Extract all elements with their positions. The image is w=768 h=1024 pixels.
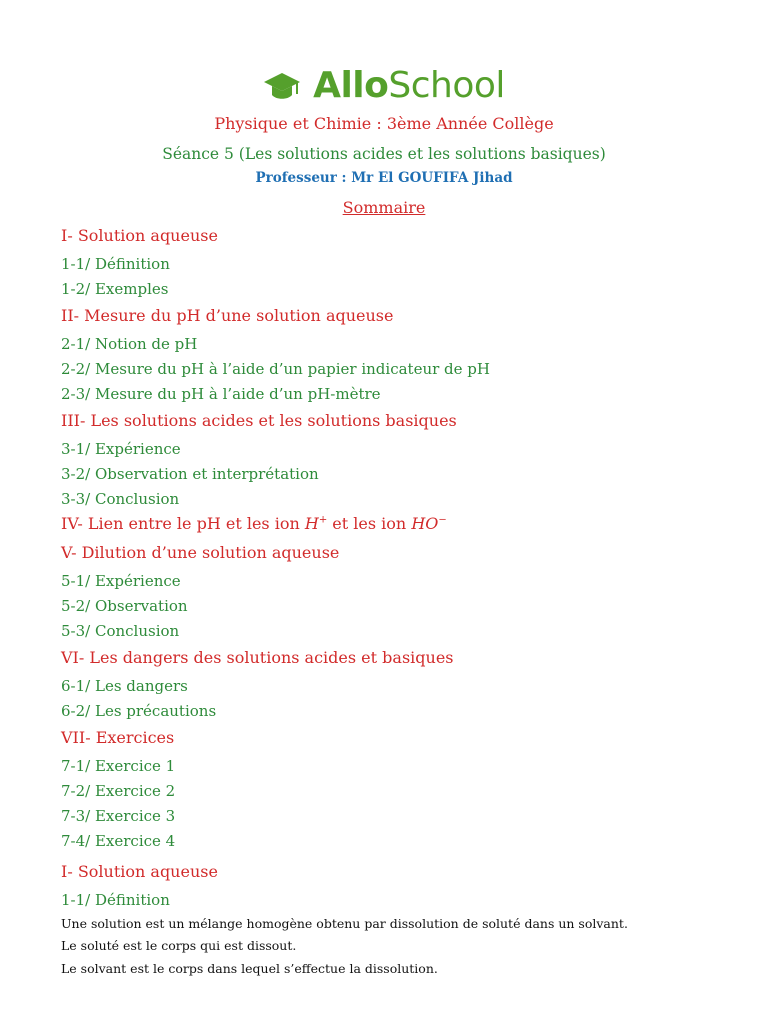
toc-item: V- Dilution d’une solution aqueuse: [61, 543, 340, 562]
subsection-heading: 1-1/ Définition: [61, 891, 170, 909]
toc-item: 5-3/ Conclusion: [61, 622, 180, 640]
toc-item: 5-2/ Observation: [61, 597, 188, 615]
toc-item: IV- Lien entre le pH et les ion H+ et les ion HO−: [61, 514, 447, 533]
logo-wordmark: AlloSchool: [313, 65, 505, 106]
professor-name: Professeur : Mr El GOUFIFA Jihad: [255, 170, 513, 186]
toc-item: 6-1/ Les dangers: [61, 677, 188, 695]
toc-item: 6-2/ Les précautions: [61, 702, 217, 720]
toc-item: 7-3/ Exercice 3: [61, 807, 176, 825]
toc-item: VI- Les dangers des solutions acides et basiques: [61, 648, 454, 667]
toc-item: 3-1/ Expérience: [61, 440, 181, 458]
toc-item: 2-3/ Mesure du pH à l’aide d’un pH-mètre: [61, 385, 381, 403]
toc-item: 2-1/ Notion de pH: [61, 335, 198, 353]
toc-item: 2-2/ Mesure du pH à l’aide d’un papier indicateur de pH: [61, 360, 490, 378]
toc-item: III- Les solutions acides et les solutions basiques: [61, 411, 457, 430]
toc-item: 5-1/ Expérience: [61, 572, 181, 590]
paragraph: Une solution est un mélange homogène obtenu par dissolution de soluté dans un solvant.: [61, 916, 628, 931]
toc-item: 1-1/ Définition: [61, 255, 170, 273]
alloschool-logo: [0, 64, 768, 108]
section-heading: I- Solution aqueuse: [61, 862, 218, 881]
toc-item: 3-2/ Observation et interprétation: [61, 465, 319, 483]
toc-item: 7-4/ Exercice 4: [61, 832, 176, 850]
toc-item: VII- Exercices: [61, 728, 175, 747]
paragraph: Le soluté est le corps qui est dissout.: [61, 938, 297, 953]
toc-item: 7-2/ Exercice 2: [61, 782, 176, 800]
toc-item: 3-3/ Conclusion: [61, 490, 180, 508]
toc-item: I- Solution aqueuse: [61, 226, 218, 245]
sommaire-heading: Sommaire: [342, 198, 426, 217]
toc-item: II- Mesure du pH d’une solution aqueuse: [61, 306, 394, 325]
toc-item: 7-1/ Exercice 1: [61, 757, 176, 775]
graduation-cap-icon: [263, 69, 301, 103]
seance-title: Séance 5 (Les solutions acides et les solutions basiques): [162, 145, 606, 163]
paragraph: Le solvant est le corps dans lequel s’effectue la dissolution.: [61, 961, 438, 976]
toc-item: 1-2/ Exemples: [61, 280, 169, 298]
subject-title: Physique et Chimie : 3ème Année Collège: [214, 114, 554, 133]
